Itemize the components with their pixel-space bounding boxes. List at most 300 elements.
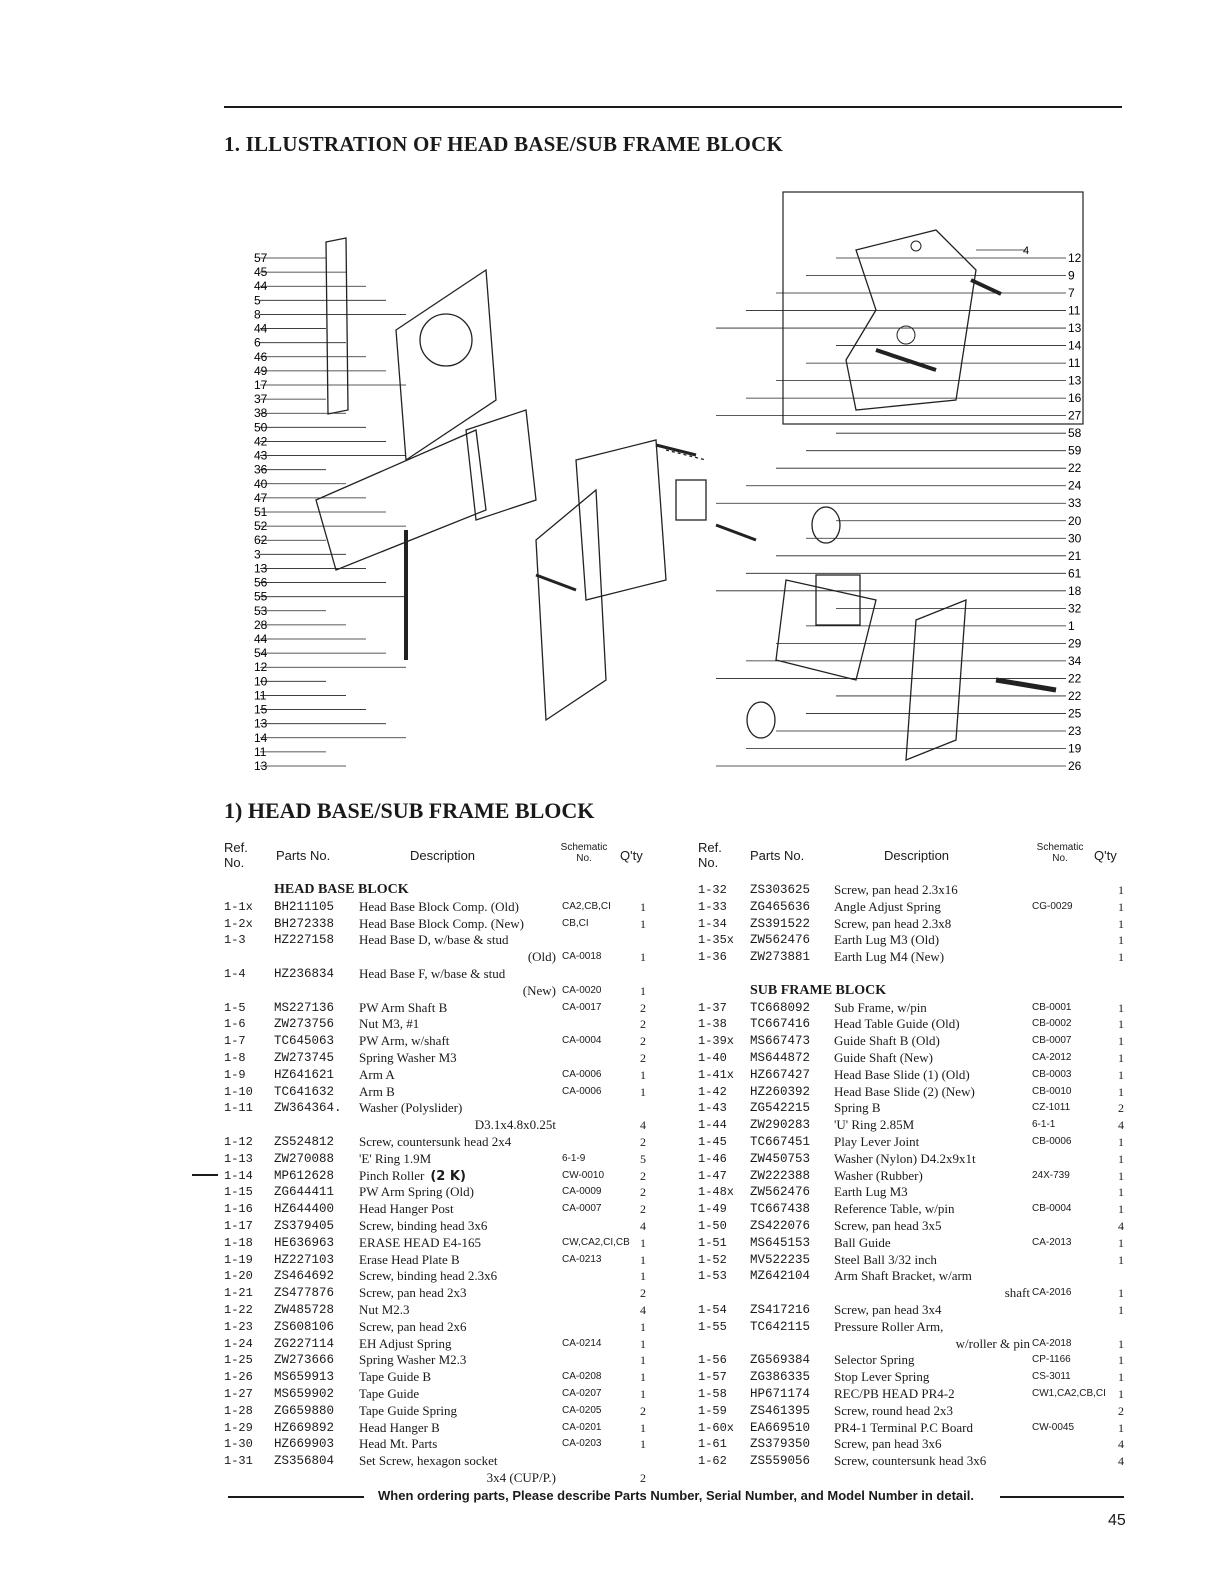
- callout-label: 26: [1068, 759, 1082, 773]
- section-subtitle: 1) HEAD BASE/SUB FRAME BLOCK: [224, 798, 595, 823]
- ref-number: 1-4: [224, 966, 246, 981]
- table-row: [698, 1201, 1130, 1218]
- table-row: [224, 1151, 674, 1168]
- callout-label: 9: [1068, 268, 1075, 283]
- ref-number: 1-30: [224, 1437, 253, 1452]
- part-number: ZG659880: [274, 1403, 335, 1418]
- table-row: [698, 1319, 1130, 1336]
- part-number: ZW290283: [750, 1118, 811, 1133]
- quantity: 1: [1118, 933, 1124, 948]
- table-row: [224, 882, 674, 899]
- table-row: [698, 983, 1130, 1000]
- description: Screw, pan head 3x4: [834, 1301, 942, 1317]
- part-number: HZ669892: [274, 1420, 335, 1435]
- quantity: 1: [640, 950, 646, 965]
- table-row: [698, 1134, 1130, 1151]
- quantity: 2: [640, 1286, 646, 1301]
- table-row: [698, 1117, 1130, 1134]
- callout-label: 27: [1068, 408, 1082, 423]
- ref-number: 1-59: [698, 1403, 727, 1418]
- ref-number: 1-6: [224, 1017, 246, 1032]
- description: Screw, pan head 2x3: [359, 1285, 467, 1301]
- quantity: 1: [640, 1235, 646, 1250]
- schematic-number: CB-0007: [1032, 1035, 1072, 1047]
- quantity: 4: [640, 1302, 646, 1317]
- description: Guide Shaft (New): [834, 1049, 933, 1065]
- table-row: [698, 1033, 1130, 1050]
- callout-label: 42: [254, 434, 268, 449]
- callout-label: 7: [1068, 286, 1075, 301]
- description: Head Base D, w/base & stud: [359, 932, 509, 948]
- schematic-number: CP-1166: [1032, 1354, 1071, 1366]
- callout-label: 58: [1068, 426, 1082, 441]
- part-number: ZW364364.: [274, 1101, 342, 1116]
- schematic-number: CA-0213: [562, 1253, 602, 1265]
- table-row: [698, 1235, 1130, 1252]
- callout-label: 32: [1068, 601, 1082, 616]
- ref-number: 1-51: [698, 1235, 727, 1250]
- schematic-number: CA-0009: [562, 1186, 602, 1198]
- ref-number: 1-52: [698, 1252, 727, 1267]
- ref-number: 1-1x: [224, 899, 253, 914]
- ref-number: 1-56: [698, 1353, 727, 1368]
- callout-label: 13: [254, 561, 268, 576]
- description: Erase Head Plate B: [359, 1251, 460, 1267]
- description: Set Screw, hexagon socket: [359, 1453, 498, 1469]
- part-number: ZS303625: [750, 883, 811, 897]
- callout-label: 18: [1068, 583, 1082, 598]
- ref-number: 1-13: [224, 1151, 253, 1166]
- description: Screw, pan head 3x5: [834, 1217, 942, 1233]
- schematic-number: CA-0203: [562, 1438, 602, 1450]
- description: Selector Spring: [834, 1352, 915, 1368]
- schematic-number: CB-0003: [1032, 1068, 1072, 1080]
- quantity: 4: [640, 1218, 646, 1233]
- schematic-number: CA-0018: [562, 951, 602, 963]
- table-row: [224, 1386, 674, 1403]
- callout-label: 20: [1068, 513, 1082, 528]
- quantity: 1: [640, 916, 646, 931]
- part-number: HP671174: [750, 1386, 811, 1401]
- description: Screw, binding head 3x6: [359, 1217, 488, 1233]
- ref-number: 1-22: [224, 1302, 253, 1317]
- schematic-number: CA-2012: [1032, 1051, 1072, 1063]
- description: Earth Lug M3 (Old): [834, 932, 940, 948]
- part-number: ZW562476: [750, 933, 811, 948]
- callout-label: 12: [1068, 251, 1082, 265]
- schematic-number: CS-3011: [1032, 1371, 1071, 1383]
- part-number: MS645153: [750, 1235, 811, 1250]
- schematic-number: CA-0208: [562, 1371, 602, 1383]
- callout-label: 46: [254, 349, 268, 364]
- callout-label: 22: [1068, 688, 1082, 703]
- schematic-number: CA-0207: [562, 1387, 602, 1399]
- part-number: ZG386335: [750, 1370, 811, 1385]
- ref-number: 1-62: [698, 1454, 727, 1469]
- part-number: ZW562476: [750, 1185, 811, 1200]
- part-number: ZS391522: [750, 916, 811, 931]
- table-row: [698, 1067, 1130, 1084]
- part-number: ZS464692: [274, 1269, 335, 1284]
- callout-label: 38: [254, 406, 268, 421]
- callout-label: 56: [254, 575, 268, 590]
- callout-label: 52: [254, 519, 268, 534]
- ref-number: 1-28: [224, 1403, 253, 1418]
- table-row: [224, 1000, 674, 1017]
- table-row: [224, 1100, 674, 1117]
- callout-label: 8: [254, 307, 261, 322]
- part-number: TC668092: [750, 1000, 811, 1015]
- part-number: ZW222388: [750, 1168, 811, 1183]
- description: Spring Washer M3: [359, 1049, 457, 1065]
- ref-number: 1-39x: [698, 1034, 735, 1049]
- ref-number: 1-7: [224, 1034, 246, 1049]
- callout-label: 30: [1068, 531, 1082, 546]
- part-number: TC641632: [274, 1084, 335, 1099]
- part-number: ZW273745: [274, 1050, 335, 1065]
- description: Head Base F, w/base & stud: [359, 965, 506, 981]
- ref-number: 1-31: [224, 1454, 253, 1469]
- exploded-diagram: [236, 160, 1106, 790]
- table-row: [698, 1369, 1130, 1386]
- part-number: ZS559056: [750, 1454, 811, 1469]
- quantity: 1: [1118, 1336, 1124, 1351]
- quantity: 2: [640, 1168, 646, 1183]
- part-number: HZ260392: [750, 1084, 811, 1099]
- table-row: [698, 1168, 1130, 1185]
- part-number: TC667438: [750, 1202, 811, 1217]
- part-number: ZG569384: [750, 1353, 811, 1368]
- quantity: 1: [640, 1252, 646, 1267]
- table-row: [698, 1050, 1130, 1067]
- quantity: 1: [640, 1420, 646, 1435]
- callout-label: 12: [254, 660, 268, 675]
- part-number: ZS422076: [750, 1218, 811, 1233]
- description: Ball Guide: [834, 1234, 891, 1250]
- table-row: [224, 932, 674, 949]
- schematic-number: CW,CA2,CI,CB: [562, 1236, 630, 1248]
- callout-label: 57: [254, 251, 268, 265]
- part-number: HZ227158: [274, 933, 335, 948]
- schematic-number: CA-0004: [562, 1035, 602, 1047]
- parts-table-left: [224, 840, 674, 1487]
- quantity: 2: [640, 1017, 646, 1032]
- description: Earth Lug M3: [834, 1184, 908, 1200]
- ref-number: 1-12: [224, 1134, 253, 1149]
- callout-label: 50: [254, 420, 268, 435]
- schematic-number: CA2,CB,CI: [562, 900, 611, 912]
- table-row: [698, 1016, 1130, 1033]
- schematic-number: CB-0006: [1032, 1135, 1072, 1147]
- callout-label: 1: [1068, 618, 1075, 633]
- callout-label: 3: [254, 547, 261, 562]
- table-row: [224, 1084, 674, 1101]
- right-rows: [698, 882, 1130, 1470]
- header-part: Parts No.: [276, 848, 331, 863]
- quantity: 2: [640, 1185, 646, 1200]
- schematic-number: CA-2018: [1032, 1337, 1072, 1349]
- schematic-number: CZ-1011: [1032, 1102, 1071, 1114]
- schematic-number: CW-0010: [562, 1169, 605, 1181]
- part-number: HZ644400: [274, 1202, 335, 1217]
- part-number: ZW270088: [274, 1151, 335, 1166]
- description: Steel Ball 3/32 inch: [834, 1251, 937, 1267]
- part-number: MS227136: [274, 1000, 335, 1015]
- description: Nut M2.3: [359, 1301, 410, 1317]
- description-continuation: w/roller & pin: [955, 1335, 1030, 1351]
- description-continuation: (New): [522, 982, 556, 998]
- table-row: [224, 1285, 674, 1302]
- quantity: 1: [1118, 1235, 1124, 1250]
- schematic-number: CA-0006: [562, 1085, 602, 1097]
- part-number: BH211105: [274, 899, 335, 914]
- table-row: [224, 949, 674, 966]
- description-continuation: (Old): [527, 949, 556, 965]
- top-rule: [224, 106, 1122, 108]
- header-ref: Ref. No.: [224, 840, 248, 870]
- quantity: 1: [640, 1319, 646, 1334]
- callout-label: 14: [254, 730, 268, 745]
- part-number: HZ227103: [274, 1252, 335, 1267]
- part-number: TC642115: [750, 1319, 811, 1334]
- part-number: HZ236834: [274, 966, 335, 981]
- quantity: 1: [640, 1386, 646, 1401]
- quantity: 1: [1118, 1286, 1124, 1301]
- callout-label: 44: [254, 279, 268, 294]
- ref-number: 1-17: [224, 1218, 253, 1233]
- callout-label: 13: [254, 716, 268, 731]
- table-row: [224, 1268, 674, 1285]
- diagram-parts: [316, 238, 1056, 760]
- inset-callout: 4: [1023, 245, 1030, 257]
- table-row: [698, 1386, 1130, 1403]
- description: PW Arm, w/shaft: [359, 1033, 450, 1049]
- table-row: [698, 882, 1130, 899]
- table-row: [698, 1453, 1130, 1470]
- quantity: 1: [1118, 1202, 1124, 1217]
- table-row: [698, 932, 1130, 949]
- description: Pressure Roller Arm,: [834, 1318, 944, 1334]
- ref-number: 1-43: [698, 1101, 727, 1116]
- ref-number: 1-46: [698, 1151, 727, 1166]
- part-number: ZG644411: [274, 1185, 335, 1200]
- table-row: [698, 899, 1130, 916]
- description: PW Arm Spring (Old): [359, 1184, 474, 1200]
- description-continuation: 3x4 (CUP/P.): [486, 1469, 556, 1485]
- table-row: [698, 1352, 1130, 1369]
- quantity: 1: [640, 1067, 646, 1082]
- description: Head Hanger B: [359, 1419, 440, 1435]
- description-continuation: shaft: [1004, 1285, 1030, 1301]
- table-row: [698, 1285, 1130, 1302]
- quantity: 1: [640, 1084, 646, 1099]
- description: Head Base Slide (2) (New): [834, 1083, 975, 1099]
- description: Tape Guide B: [359, 1369, 432, 1385]
- header-schematic: Schematic No.: [560, 842, 608, 864]
- description: REC/PB HEAD PR4-2: [834, 1385, 955, 1401]
- description: PR4-1 Terminal P.C Board: [834, 1419, 973, 1435]
- callout-label: 22: [1068, 671, 1082, 686]
- table-row: [698, 1218, 1130, 1235]
- ref-number: 1-25: [224, 1353, 253, 1368]
- parts-table-right: [698, 840, 1130, 1470]
- header-qty: Q'ty: [1094, 848, 1117, 863]
- quantity: 1: [1118, 1420, 1124, 1435]
- header-schematic: Schematic No.: [1036, 842, 1084, 864]
- part-number: ZS524812: [274, 1134, 335, 1149]
- callout-label: 29: [1068, 636, 1082, 651]
- description: Head Mt. Parts: [359, 1436, 438, 1452]
- callout-label: 11: [1068, 356, 1081, 371]
- header-part: Parts No.: [750, 848, 805, 863]
- ref-number: 1-44: [698, 1118, 727, 1133]
- description: Head Table Guide (Old): [834, 1016, 960, 1032]
- table-row: [224, 1168, 674, 1185]
- table-row: [224, 1134, 674, 1151]
- table-row: [224, 1336, 674, 1353]
- description: Tape Guide: [359, 1385, 420, 1401]
- quantity: 2: [640, 1050, 646, 1065]
- quantity: 1: [1118, 899, 1124, 914]
- quantity: 1: [1118, 1353, 1124, 1368]
- quantity: 1: [1118, 1084, 1124, 1099]
- part-number: MP612628: [274, 1168, 335, 1183]
- footer-note: When ordering parts, Please describe Parts Number, Serial Number, and Model Number in detail.: [228, 1488, 1124, 1503]
- table-row: [224, 1319, 674, 1336]
- callout-label: 13: [1068, 373, 1082, 388]
- quantity: 1: [640, 1269, 646, 1284]
- page-number: 45: [1108, 1512, 1126, 1529]
- table-row: [698, 1420, 1130, 1437]
- callout-label: 6: [254, 335, 261, 350]
- table-row: [224, 1470, 674, 1487]
- left-rows: [224, 882, 674, 1487]
- description: Screw, pan head 2x6: [359, 1318, 467, 1334]
- quantity: 1: [640, 1336, 646, 1351]
- ref-number: 1-50: [698, 1218, 727, 1233]
- ref-number: 1-32: [698, 883, 727, 897]
- ref-number: 1-18: [224, 1235, 253, 1250]
- schematic-number: CB-0010: [1032, 1085, 1072, 1097]
- ref-number: 1-11: [224, 1101, 253, 1116]
- ref-number: 1-8: [224, 1050, 246, 1065]
- schematic-number: CA-0201: [562, 1421, 602, 1433]
- description: Washer (Polyslider): [359, 1100, 463, 1116]
- quantity: 1: [1118, 950, 1124, 965]
- ref-number: 1-58: [698, 1386, 727, 1401]
- schematic-number: CA-0020: [562, 984, 602, 996]
- callout-label: 22: [1068, 461, 1082, 476]
- description: EH Adjust Spring: [359, 1335, 452, 1351]
- description: Pinch Roller (2 K): [359, 1167, 466, 1184]
- header-desc: Description: [410, 848, 476, 863]
- callout-label: 28: [254, 617, 268, 632]
- description: Reference Table, w/pin: [834, 1201, 955, 1217]
- table-row: [224, 966, 674, 983]
- part-number: MS659913: [274, 1370, 335, 1385]
- part-number: ZW273881: [750, 950, 811, 965]
- quantity: 1: [640, 1370, 646, 1385]
- ref-number: 1-27: [224, 1386, 253, 1401]
- part-number: TC667451: [750, 1134, 811, 1149]
- ref-number: 1-38: [698, 1017, 727, 1032]
- schematic-number: CG-0029: [1032, 900, 1073, 912]
- part-number: ZS608106: [274, 1319, 335, 1334]
- table-row: [224, 1436, 674, 1453]
- table-row: [224, 1016, 674, 1033]
- callout-label: 62: [254, 533, 268, 548]
- quantity: 1: [1118, 1000, 1124, 1015]
- callout-label: 10: [254, 674, 268, 689]
- handwritten-note: (2 K): [430, 1168, 466, 1184]
- ref-number: 1-5: [224, 1000, 246, 1015]
- description: Arm Shaft Bracket, w/arm: [834, 1268, 972, 1284]
- part-number: ZW485728: [274, 1302, 335, 1317]
- quantity: 2: [640, 1134, 646, 1149]
- table-row: [224, 1352, 674, 1369]
- schematic-number: CB-0004: [1032, 1203, 1072, 1215]
- description: Stop Lever Spring: [834, 1369, 930, 1385]
- part-number: ZS477876: [274, 1286, 335, 1301]
- table-row: [224, 1403, 674, 1420]
- quantity: 1: [1118, 1302, 1124, 1317]
- quantity: 1: [1118, 1370, 1124, 1385]
- quantity: 1: [1118, 1034, 1124, 1049]
- part-number: ZS356804: [274, 1454, 335, 1469]
- quantity: 1: [640, 983, 646, 998]
- callout-label: 13: [254, 759, 268, 773]
- description: Screw, round head 2x3: [834, 1402, 954, 1418]
- part-number: ZS379350: [750, 1437, 811, 1452]
- part-number: MZ642104: [750, 1269, 811, 1284]
- ref-number: 1-19: [224, 1252, 253, 1267]
- table-row: [698, 949, 1130, 966]
- ref-number: 1-40: [698, 1050, 727, 1065]
- callout-label: 11: [1068, 303, 1081, 318]
- part-number: MS667473: [750, 1034, 811, 1049]
- table-row: [698, 1336, 1130, 1353]
- callout-label: 53: [254, 603, 268, 618]
- header-qty: Q'ty: [620, 848, 643, 863]
- description: PW Arm Shaft B: [359, 999, 448, 1015]
- part-number: HZ667427: [750, 1067, 811, 1082]
- callout-label: 55: [254, 589, 268, 604]
- callout-label: 19: [1068, 741, 1082, 756]
- table-row: [698, 1252, 1130, 1269]
- description: Arm B: [359, 1083, 395, 1099]
- quantity: 1: [640, 1353, 646, 1368]
- quantity: 2: [1118, 1101, 1124, 1116]
- description: Nut M3, #1: [359, 1016, 420, 1032]
- callout-label: 24: [1068, 478, 1082, 493]
- ref-number: 1-45: [698, 1134, 727, 1149]
- quantity: 1: [1118, 1252, 1124, 1267]
- quantity: 1: [1118, 1017, 1124, 1032]
- description: Screw, binding head 2.3x6: [359, 1268, 498, 1284]
- table-row: [698, 1084, 1130, 1101]
- schematic-number: CA-0205: [562, 1404, 602, 1416]
- left-callout-group: [254, 251, 406, 773]
- description: Screw, countersunk head 2x4: [359, 1133, 512, 1149]
- callout-label: 34: [1068, 653, 1082, 668]
- callout-label: 15: [254, 702, 268, 717]
- callout-label: 45: [254, 265, 268, 280]
- quantity: 2: [640, 1000, 646, 1015]
- part-number: HZ669903: [274, 1437, 335, 1452]
- callout-label: 37: [254, 392, 268, 407]
- ref-number: 1-55: [698, 1319, 727, 1334]
- quantity: 2: [640, 1403, 646, 1418]
